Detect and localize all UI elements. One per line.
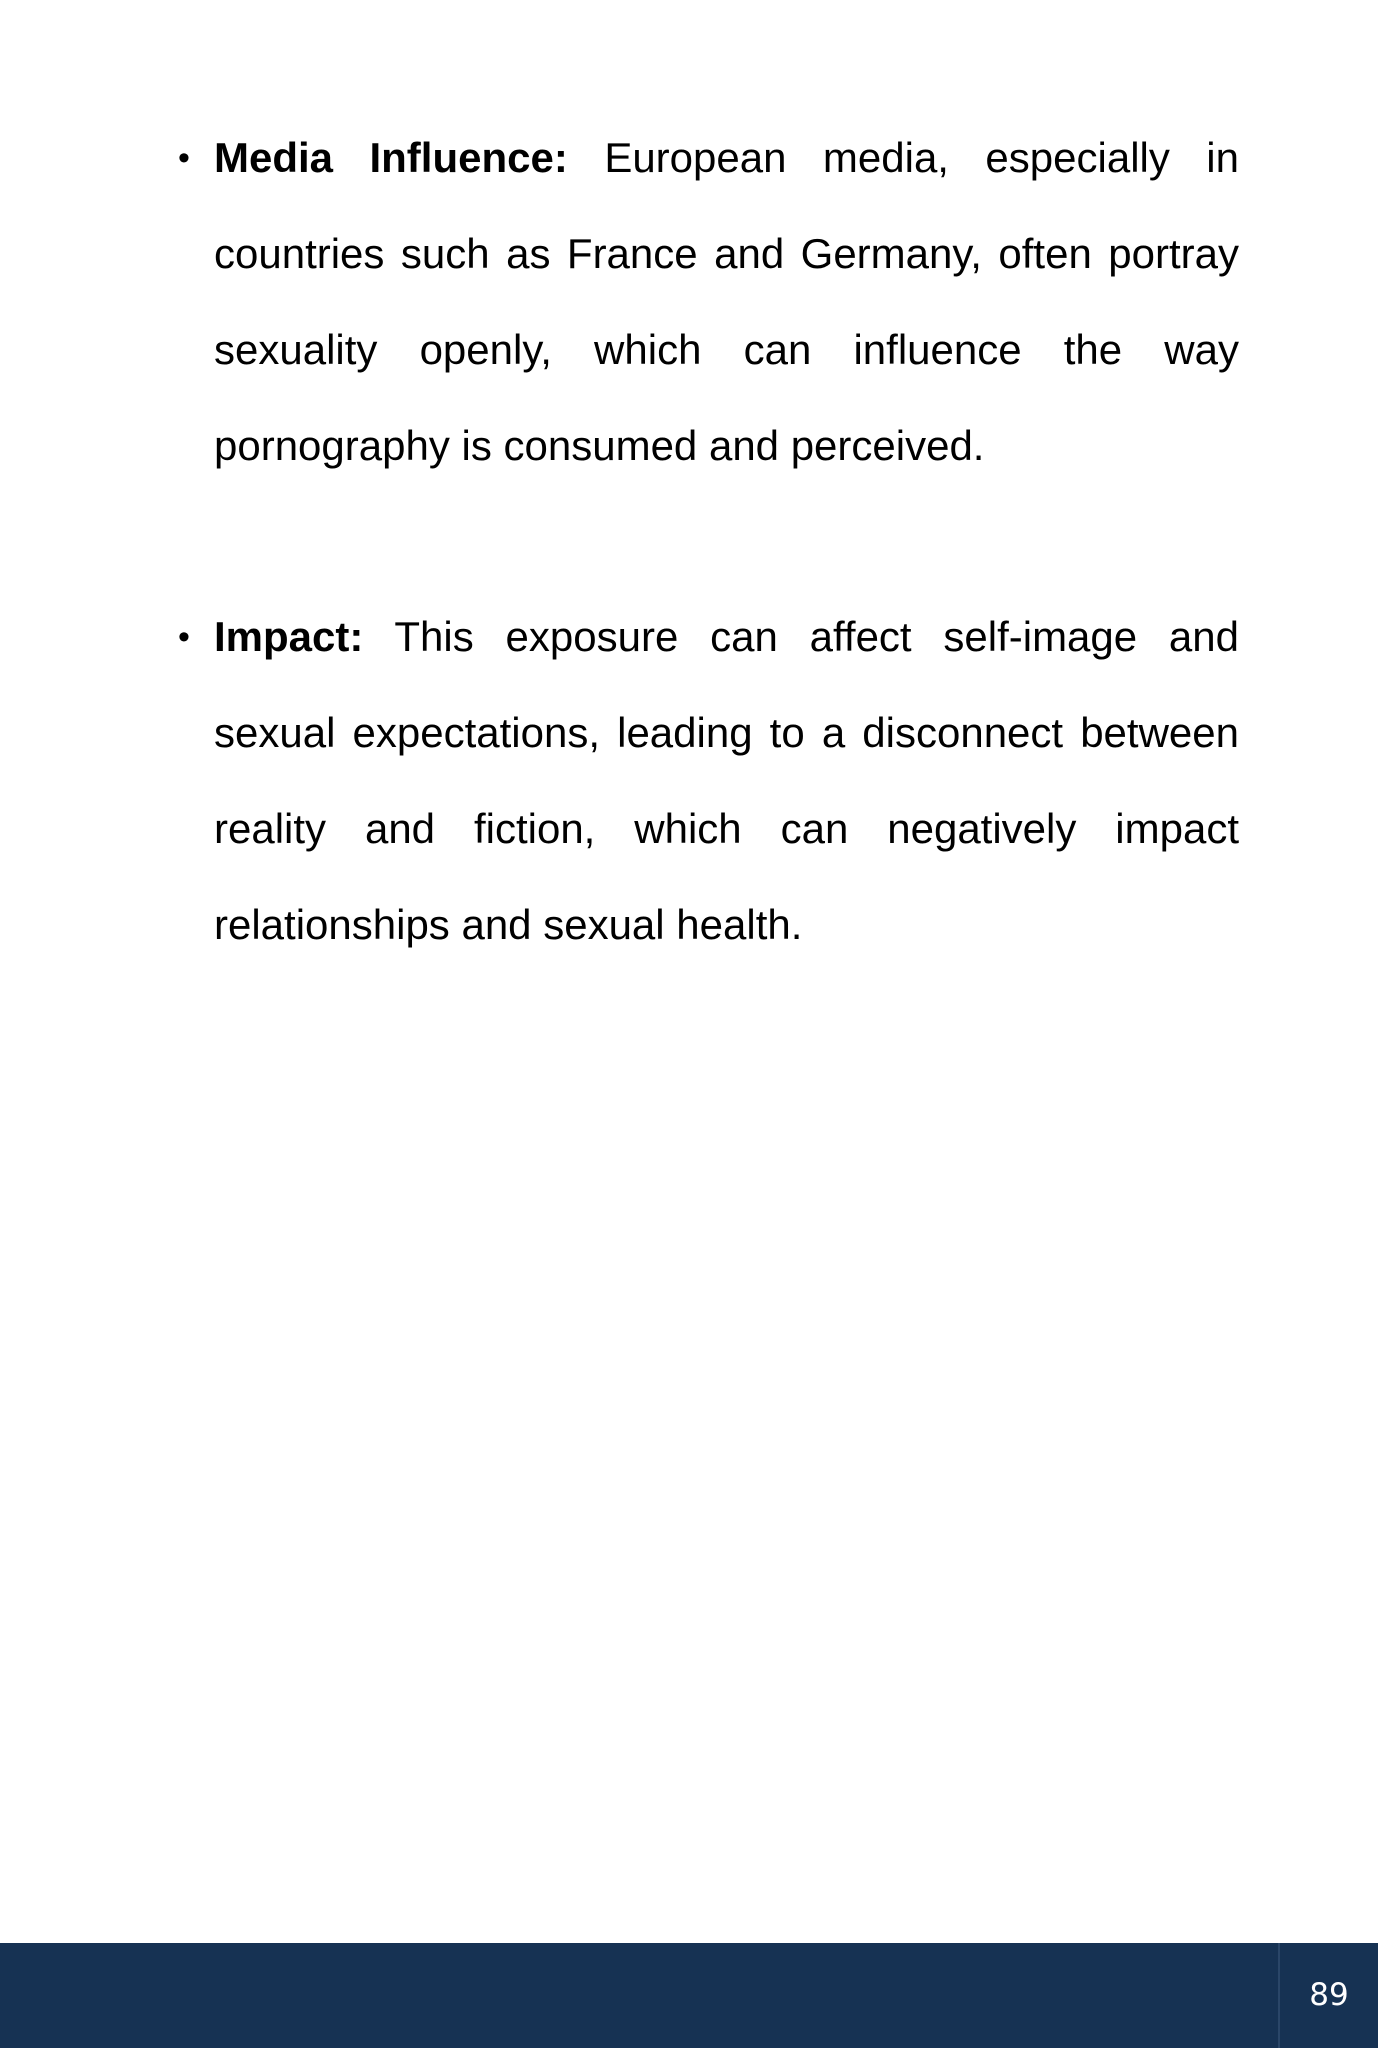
bullet-term: Impact: <box>214 613 364 660</box>
bullet-item-impact <box>178 589 1239 973</box>
bullet-point-icon: • <box>178 618 190 656</box>
bullet-item-media-influence <box>178 110 1240 494</box>
bullet-text: This exposure can affect self-image and sexual expectations, leading to a disconnect between reality and fiction, which can negatively impact relationships and sexual health. <box>214 613 1239 948</box>
bullet-point-icon: • <box>178 139 190 177</box>
page-number: 89 <box>1309 1977 1349 2013</box>
page-footer <box>0 1943 1378 2048</box>
bullet-term: Media Influence: <box>214 134 568 181</box>
bullet-text: European media, especially in countries such as France and Germany, often portray sexuality openly, which can influence the way pornography is consumed and perceived. <box>214 134 1240 469</box>
